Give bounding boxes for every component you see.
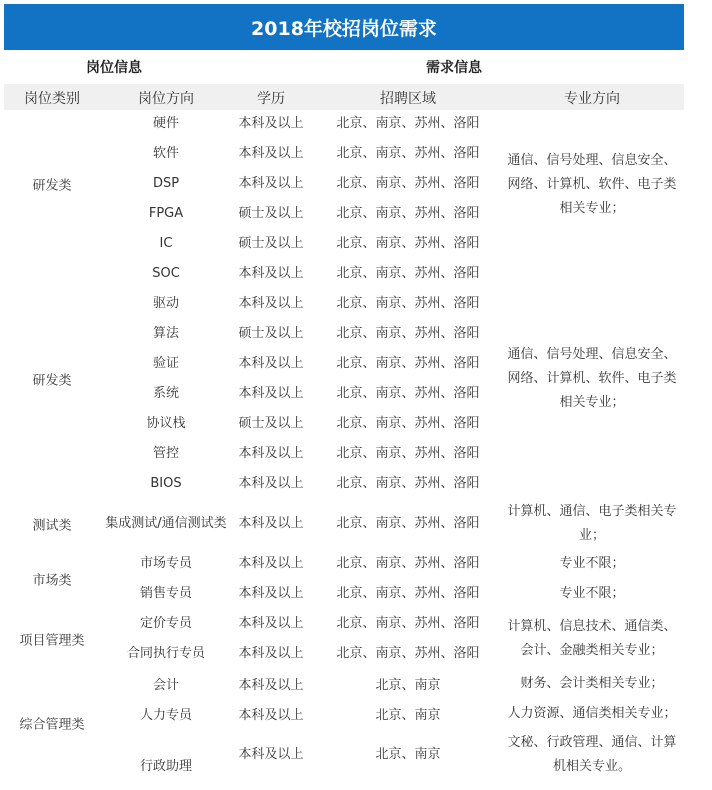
direction-cell: 协议栈 [146, 416, 186, 431]
major-cell: 通信、信号处理、信息安全、网络、计算机、软件、电子类相关专业； [507, 347, 677, 410]
education-cell: 本科及以上 [238, 266, 304, 281]
header-category: 岗位类别 [24, 91, 80, 107]
region-cell: 北京、南京、苏州、洛阳 [336, 236, 480, 251]
group-label-requirement-info: 需求信息 [426, 60, 482, 76]
page-title: 2018年校招岗位需求 [4, 4, 684, 50]
direction-cell: 定价专员 [139, 616, 193, 631]
education-cell: 本科及以上 [238, 516, 304, 531]
region-cell: 北京、南京、苏州、洛阳 [336, 646, 480, 661]
region-cell: 北京、南京、苏州、洛阳 [336, 556, 480, 571]
region-cell: 北京、南京 [375, 708, 441, 723]
direction-cell: 合同执行专员 [126, 646, 206, 661]
education-cell: 本科及以上 [238, 386, 304, 401]
category-cell: 研发类 [32, 373, 72, 389]
category-cell: 项目管理类 [19, 633, 85, 649]
category-cell: 测试类 [32, 518, 72, 534]
direction-cell: SOC [152, 266, 180, 281]
header-region: 招聘区域 [380, 91, 436, 107]
region-cell: 北京、南京、苏州、洛阳 [336, 416, 480, 431]
major-cell: 专业不限； [559, 586, 625, 601]
direction-cell: DSP [152, 176, 180, 191]
education-cell: 硕士及以上 [238, 416, 304, 431]
education-cell: 本科及以上 [238, 176, 304, 191]
major-cell: 文秘、行政管理、通信、计算机相关专业。 [507, 735, 677, 774]
direction-cell: 行政助理 [139, 759, 193, 774]
direction-cell: IC [159, 236, 173, 251]
education-cell: 硕士及以上 [238, 326, 304, 341]
major-cell: 计算机、通信、电子类相关专业； [507, 504, 677, 543]
direction-cell: 驱动 [152, 296, 180, 311]
region-cell: 北京、南京、苏州、洛阳 [336, 516, 480, 531]
education-cell: 本科及以上 [238, 616, 304, 631]
direction-cell: 集成测试/通信测试类 [105, 516, 227, 531]
region-cell: 北京、南京、苏州、洛阳 [336, 476, 480, 491]
direction-cell: BIOS [150, 476, 182, 491]
direction-cell: 人力专员 [139, 708, 193, 723]
education-cell: 本科及以上 [238, 146, 304, 161]
region-cell: 北京、南京、苏州、洛阳 [336, 146, 480, 161]
category-cell: 综合管理类 [19, 717, 85, 733]
major-cell: 通信、信号处理、信息安全、网络、计算机、软件、电子类相关专业； [507, 153, 677, 216]
education-cell: 本科及以上 [238, 747, 304, 762]
header-direction: 岗位方向 [138, 91, 194, 107]
region-cell: 北京、南京、苏州、洛阳 [336, 326, 480, 341]
direction-cell: 算法 [152, 326, 180, 341]
education-cell: 本科及以上 [238, 586, 304, 601]
education-cell: 本科及以上 [238, 446, 304, 461]
direction-cell: 市场专员 [139, 556, 193, 571]
education-cell: 本科及以上 [238, 296, 304, 311]
direction-cell: 系统 [152, 386, 180, 401]
region-cell: 北京、南京、苏州、洛阳 [336, 586, 480, 601]
region-cell: 北京、南京、苏州、洛阳 [336, 296, 480, 311]
education-cell: 本科及以上 [238, 476, 304, 491]
region-cell: 北京、南京 [375, 747, 441, 762]
region-cell: 北京、南京、苏州、洛阳 [336, 356, 480, 371]
direction-cell: 会计 [152, 678, 180, 693]
category-cell: 市场类 [32, 573, 72, 589]
region-cell: 北京、南京、苏州、洛阳 [336, 206, 480, 221]
direction-cell: FPGA [148, 206, 184, 221]
education-cell: 本科及以上 [238, 678, 304, 693]
category-cell: 研发类 [32, 178, 72, 194]
region-cell: 北京、南京、苏州、洛阳 [336, 116, 480, 131]
region-cell: 北京、南京、苏州、洛阳 [336, 616, 480, 631]
region-cell: 北京、南京、苏州、洛阳 [336, 386, 480, 401]
education-cell: 本科及以上 [238, 356, 304, 371]
education-cell: 本科及以上 [238, 646, 304, 661]
region-cell: 北京、南京 [375, 678, 441, 693]
region-cell: 北京、南京、苏州、洛阳 [336, 446, 480, 461]
direction-cell: 管控 [152, 446, 180, 461]
major-cell: 专业不限； [559, 556, 625, 571]
header-education: 学历 [257, 91, 285, 107]
major-cell: 财务、会计类相关专业； [520, 676, 664, 691]
education-cell: 硕士及以上 [238, 236, 304, 251]
header-major: 专业方向 [564, 91, 620, 107]
direction-cell: 销售专员 [139, 586, 193, 601]
major-cell: 人力资源、通信类相关专业； [507, 706, 677, 721]
direction-cell: 验证 [152, 356, 180, 371]
region-cell: 北京、南京、苏州、洛阳 [336, 266, 480, 281]
group-label-position-info: 岗位信息 [86, 60, 142, 76]
education-cell: 硕士及以上 [238, 206, 304, 221]
major-cell: 计算机、信息技术、通信类、会计、金融类相关专业； [507, 619, 677, 658]
direction-cell: 软件 [152, 146, 180, 161]
education-cell: 本科及以上 [238, 708, 304, 723]
education-cell: 本科及以上 [238, 116, 304, 131]
education-cell: 本科及以上 [238, 556, 304, 571]
region-cell: 北京、南京、苏州、洛阳 [336, 176, 480, 191]
direction-cell: 硬件 [152, 116, 180, 131]
